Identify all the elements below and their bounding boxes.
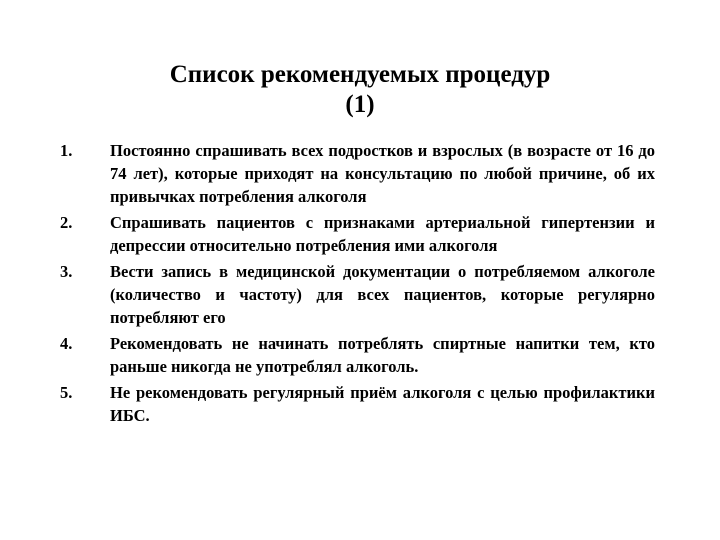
list-item [0,260,720,329]
list-item-text: Спрашивать пациентов с признаками артериальной гипертензии и депрессии относительно потребления ими алкоголя [110,213,655,255]
list-item-text: Рекомендовать не начинать потреблять спиртные напитки тем, кто раньше никогда не употреблял алкоголь. [110,334,655,376]
list-item [0,211,720,257]
list-item-number: 3. [60,262,73,281]
slide-title-line-2: (1) [345,91,375,118]
list-item-text: Не рекомендовать регулярный приём алкоголя с целью профилактики ИБС. [110,383,655,425]
list-item-text: Вести запись в медицинской документации о потребляемом алкоголе (количество и частоту) для всех пациентов, которые регулярно потребляют его [110,262,655,327]
list-item-number: 2. [60,213,73,232]
list-item [0,332,720,378]
list-item-number: 4. [60,334,73,353]
list-item-number: 1. [60,141,73,160]
slide-title [110,60,610,120]
procedure-list [0,139,720,430]
list-item-number: 5. [60,383,73,402]
list-item [0,381,720,427]
slide-title-line-1: Список рекомендуемых процедур [169,61,551,88]
list-item-text: Постоянно спрашивать всех подростков и взрослых (в возрасте от 16 до 74 лет), которые приходят на консультацию по любой причине, об их привычках потребления алкоголя [110,141,655,206]
list-item [0,139,720,208]
